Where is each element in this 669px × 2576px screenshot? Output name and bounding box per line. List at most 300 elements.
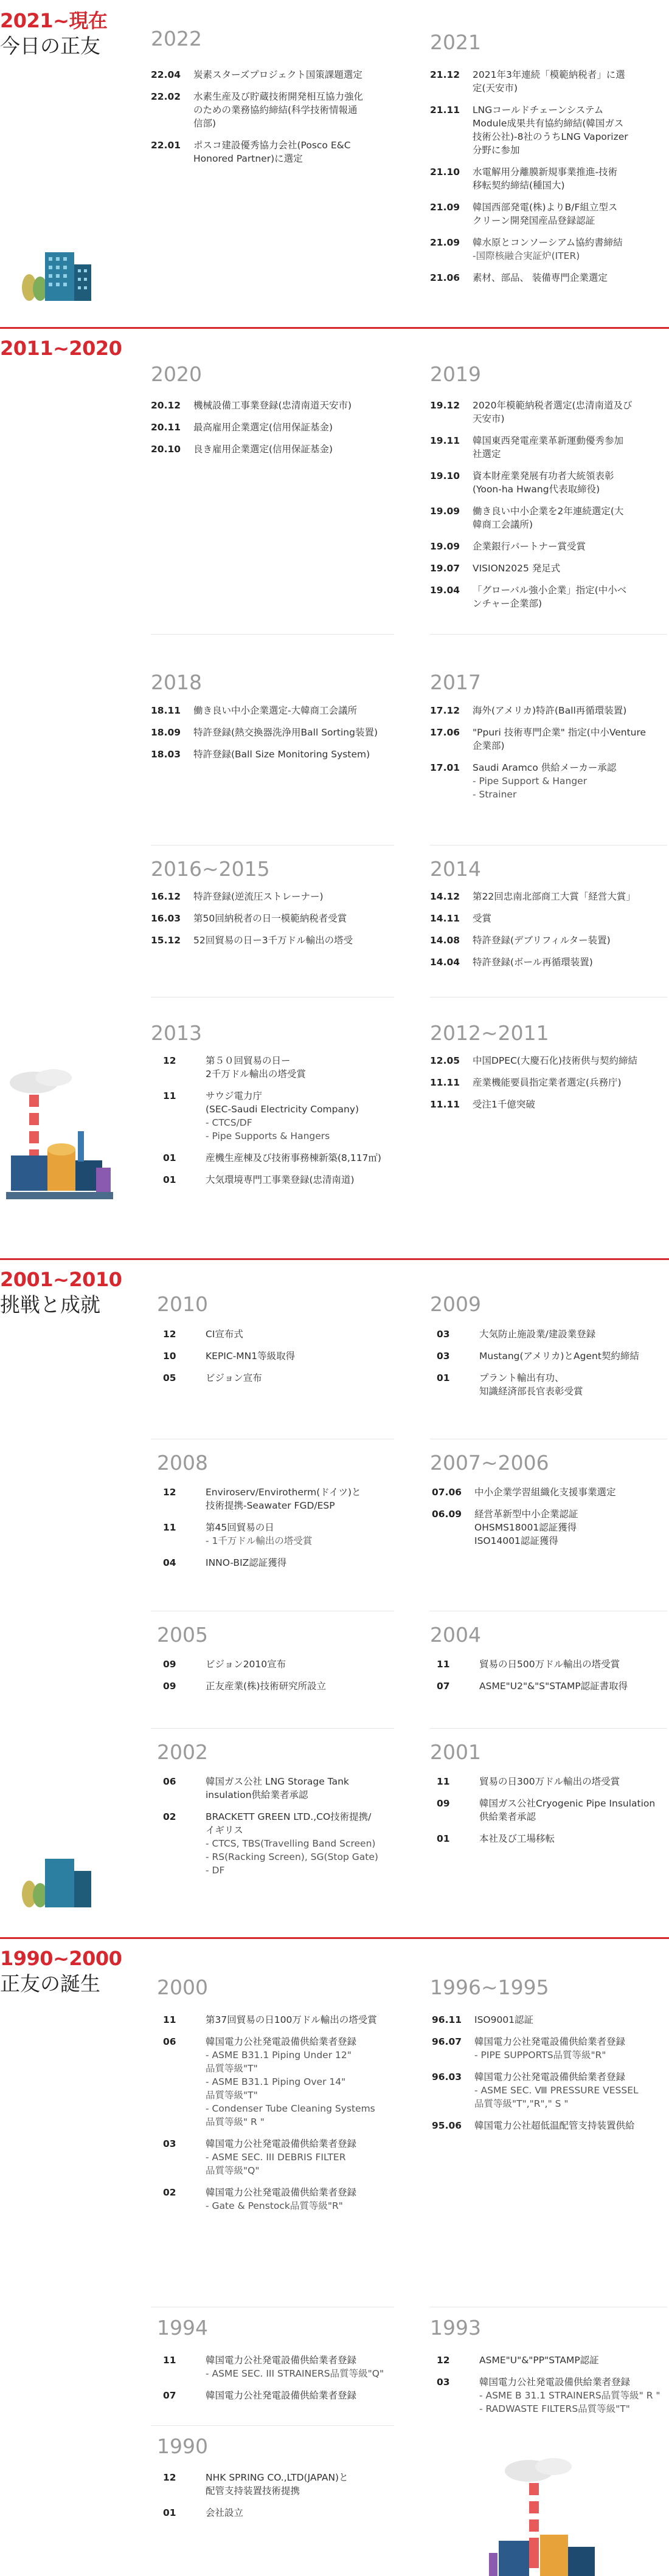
event-date: 11 [163, 2014, 176, 2025]
event-line: 企業銀行パートナー賞受賞 [473, 541, 586, 552]
history-event [430, 912, 669, 925]
history-event [163, 2137, 406, 2177]
event-line: 大気防止施設業/建設業登録 [479, 1329, 596, 1340]
event-date: 15.12 [151, 935, 181, 946]
event-description [206, 2137, 406, 2177]
event-date: 03 [437, 1351, 450, 1362]
event-date: 03 [437, 2377, 450, 2388]
era-header [0, 1946, 122, 1997]
history-event [163, 1486, 406, 1512]
year-events-2019 [430, 399, 669, 619]
event-line: - ASME B 31.1 STRAINERS品質等級" R " [479, 2390, 660, 2401]
year-heading-2002: 2002 [157, 1740, 208, 1764]
event-line: プラント輸出有功、 [479, 1372, 564, 1383]
event-description [473, 584, 669, 610]
event-line: 炭素スターズプロジェクト国策課題選定 [193, 69, 362, 80]
event-description [473, 934, 669, 947]
event-line: - Pipe Supports & Hangers [206, 1131, 330, 1142]
event-line: - DF [206, 1865, 225, 1876]
event-description [206, 1371, 406, 1385]
event-description [193, 704, 406, 717]
event-description [206, 1679, 406, 1693]
year-heading-2012: 2012~2011 [430, 1021, 549, 1045]
era-header [0, 336, 122, 360]
event-line: ポスコ建設優秀協力会社(Posco E&C [193, 140, 351, 151]
event-line: CI宣布式 [206, 1329, 243, 1340]
event-line: 第５０回貿易の日ー [206, 1055, 291, 1066]
history-event [163, 2389, 406, 2402]
event-line: 働き良い中小企業を2年連続選定(大 [473, 506, 624, 517]
event-date: 04 [163, 1557, 176, 1568]
event-line: ビジョン2010宣布 [206, 1659, 286, 1670]
event-line: - ASME B31.1 Piping Over 14" [206, 2076, 346, 2087]
history-event [163, 2013, 406, 2027]
history-event [151, 704, 406, 717]
event-date: 19.10 [430, 470, 460, 481]
event-date: 11.11 [430, 1099, 460, 1110]
event-description [193, 139, 406, 165]
history-event [163, 2506, 406, 2519]
era-range: 2011~2020 [0, 337, 122, 360]
event-date: 11.11 [430, 1077, 460, 1088]
event-line: 資本財産業発展有功者大統領表彰 [473, 470, 614, 481]
era-subtitle: 正友の誕生 [0, 1972, 100, 1996]
event-date: 21.09 [430, 202, 460, 213]
event-date: 14.12 [430, 891, 460, 902]
event-date: 11 [163, 1522, 176, 1533]
event-date: 12 [163, 2472, 176, 2483]
event-date: 14.11 [430, 913, 460, 924]
event-line: 特許登録(熱交換器洗浄用Ball Sorting装置) [193, 727, 378, 738]
building-illustration [18, 240, 97, 301]
event-line: 良き雇用企業選定(信用保証基金) [193, 444, 333, 455]
event-description [206, 1151, 406, 1165]
event-description [206, 1658, 406, 1671]
year-heading-2021: 2021 [430, 30, 481, 54]
event-description [473, 201, 669, 227]
history-event [163, 1151, 406, 1165]
year-heading-2005: 2005 [157, 1623, 208, 1647]
history-event [151, 421, 406, 434]
event-description [206, 1486, 406, 1512]
event-description [193, 726, 406, 739]
event-date: 02 [163, 1811, 176, 1822]
history-event [430, 68, 669, 95]
event-description [193, 399, 406, 412]
event-line: 韓国電力公社発電設備供給業者登録 [206, 2138, 357, 2149]
event-line: (Yoon-ha Hwang代表取締役) [473, 484, 600, 495]
history-event [163, 1371, 406, 1385]
event-description [473, 912, 669, 925]
event-date: 21.06 [430, 272, 460, 283]
year-heading-2017: 2017 [430, 670, 481, 694]
event-line: Mustang(アメリカ)とAgent契約締結 [479, 1351, 639, 1362]
year-heading-2022: 2022 [151, 27, 202, 50]
event-line: - ASME B31.1 Piping Under 12" [206, 2050, 352, 2061]
event-line: -国際核融合実証炉(ITER) [473, 250, 580, 261]
event-line: - ASME SEC. III DEBRIS FILTER [206, 2152, 346, 2163]
history-event [430, 584, 669, 610]
event-description [193, 748, 406, 761]
event-description [473, 469, 669, 496]
event-date: 01 [437, 1372, 450, 1383]
year-heading-2010: 2010 [157, 1292, 208, 1316]
event-line: 機械設備工事業登録(忠清南道天安市) [193, 400, 352, 411]
event-description [473, 1098, 669, 1111]
event-line: 働き良い中小企業選定-大韓商工会議所 [193, 705, 358, 716]
history-event [163, 1810, 406, 1877]
event-line: 韓国電力公社発電設備供給業者登録 [206, 2187, 357, 2198]
event-description [193, 443, 406, 456]
event-description [206, 1054, 406, 1081]
event-line: 特許登録(逆流圧ストレーナー) [193, 891, 324, 902]
event-line: 配管支持装置技術提携 [206, 2485, 300, 2496]
history-event [163, 1556, 406, 1569]
history-event [151, 890, 406, 903]
history-event [163, 2035, 406, 2129]
event-date: 19.04 [430, 585, 460, 596]
event-line: 品質等級"T","R"," S " [474, 2098, 569, 2109]
event-date: 18.03 [151, 749, 181, 760]
event-description [206, 2186, 406, 2213]
event-line: "Ppuri 技術専門企業" 指定(中小Venture [473, 727, 646, 738]
year-events-2020 [151, 399, 406, 464]
history-event [163, 1775, 406, 1802]
year-heading-2013: 2013 [151, 1021, 202, 1045]
year-events-2000 [163, 2013, 406, 2221]
history-event [430, 201, 669, 227]
history-event [437, 1371, 668, 1398]
history-event [437, 1832, 668, 1845]
event-date: 11 [163, 1090, 176, 1101]
year-events-2016 [151, 890, 406, 956]
event-description [193, 912, 406, 925]
event-line: 中国DPEC(大慶石化)技術供与契約締結 [473, 1055, 637, 1066]
event-line: 素材、部品、 装備専門企業選定 [473, 272, 608, 283]
event-line: Module成果共有協約締結(韓国ガス [473, 118, 624, 129]
history-event [430, 956, 669, 969]
event-line: 中小企業学習組織化支援事業選定 [474, 1487, 616, 1498]
event-line: 産機生産棟及び技術事務棟新築(8,117㎡) [206, 1152, 381, 1163]
year-heading-2000: 2000 [157, 1975, 208, 1999]
year-events-1996 [432, 2013, 669, 2141]
event-line: - Gate & Penstock品質等級"R" [206, 2200, 343, 2211]
history-event [437, 1328, 668, 1341]
event-line: 定(天安市) [473, 83, 518, 94]
history-event [437, 1349, 668, 1363]
year-events-2004 [437, 1658, 668, 1701]
event-description [473, 434, 669, 461]
event-date: 96.11 [432, 2014, 462, 2025]
year-heading-2016: 2016~2015 [151, 857, 270, 881]
event-line: 会社設立 [206, 2507, 244, 2518]
event-date: 21.12 [430, 69, 460, 80]
event-line: ASME"U"&"PP"STAMP認証 [479, 2355, 599, 2366]
history-event [430, 890, 669, 903]
event-line: 最高雇用企業選定(信用保証基金) [193, 422, 333, 433]
year-events-1994 [163, 2354, 406, 2411]
event-line: 品質等級"T" [206, 2090, 258, 2101]
history-event [163, 2471, 406, 2498]
history-event [437, 1658, 668, 1671]
event-date: 01 [163, 1174, 176, 1185]
event-date: 05 [163, 1372, 176, 1383]
event-date: 16.03 [151, 913, 181, 924]
event-date: 01 [163, 2507, 176, 2518]
event-line: 韓国電力公社発電設備供給業者登録 [206, 2036, 357, 2047]
era-range: 2001~2010 [0, 1268, 122, 1291]
year-events-1993 [437, 2354, 668, 2424]
event-date: 19.11 [430, 435, 460, 446]
year-heading-2008: 2008 [157, 1451, 208, 1475]
event-date: 17.06 [430, 727, 460, 738]
event-description [206, 1810, 406, 1877]
event-date: 07 [163, 2390, 176, 2401]
year-events-2010 [163, 1328, 406, 1393]
event-date: 12 [163, 1487, 176, 1498]
event-line: のための業務協約締結(科学技術情報通 [193, 105, 358, 115]
history-event [432, 2035, 669, 2062]
event-description [206, 1556, 406, 1569]
year-events-2018 [151, 704, 406, 770]
history-event [430, 726, 669, 752]
event-line: 2021年3年連続「模範納税者」に選 [473, 69, 625, 80]
history-event [430, 505, 669, 531]
year-heading-2014: 2014 [430, 857, 481, 881]
event-date: 14.08 [430, 935, 460, 946]
event-line: ASME"U2"&"S"STAMP認証書取得 [479, 1681, 628, 1692]
event-date: 02 [163, 2187, 176, 2198]
event-line: ビジョン宣布 [206, 1372, 262, 1383]
event-description [473, 271, 669, 284]
event-line: 特許登録(デブリフィルター装置) [473, 935, 611, 946]
event-line: 韓国東西発電産業革新運動優秀参加 [473, 435, 624, 446]
year-heading-2020: 2020 [151, 362, 202, 386]
year-heading-2019: 2019 [430, 362, 481, 386]
event-description [193, 890, 406, 903]
history-event [151, 90, 406, 130]
event-line: - RADWASTE FILTERS品質等級"T" [479, 2403, 630, 2414]
event-date: 01 [163, 1152, 176, 1163]
event-description [206, 1521, 406, 1548]
event-description [193, 68, 406, 81]
history-event [437, 1775, 668, 1788]
history-event [163, 1328, 406, 1341]
event-description [206, 1328, 406, 1341]
event-line: Honored Partner)に選定 [193, 153, 303, 164]
event-date: 18.09 [151, 727, 181, 738]
event-line: 大気環境専門工事業登録(忠清南道) [206, 1174, 355, 1185]
event-line: - RS(Racking Screen), SG(Stop Gate) [206, 1851, 378, 1862]
event-date: 14.04 [430, 957, 460, 968]
event-description [473, 1054, 669, 1067]
event-line: 貿易の日500万ドル輸出の塔受賞 [479, 1659, 620, 1670]
history-event [430, 399, 669, 425]
event-line: LNGコールドチェーンシステム [473, 105, 604, 115]
building-illustration [18, 1847, 97, 1907]
era-header [0, 1267, 122, 1318]
year-events-2002 [163, 1775, 406, 1886]
history-event [430, 1054, 669, 1067]
year-events-2021 [430, 68, 669, 293]
event-line: サウジ電力庁 [206, 1090, 263, 1101]
event-line: 韓国ガス公社Cryogenic Pipe Insulation [479, 1798, 656, 1809]
event-line: 韓国ガス公社 LNG Storage Tank [206, 1776, 349, 1787]
event-line: 韓商工会議所) [473, 519, 533, 530]
event-date: 19.07 [430, 563, 460, 574]
event-description [479, 1797, 668, 1824]
history-event [437, 1679, 668, 1693]
history-event [432, 1507, 669, 1548]
event-date: 20.12 [151, 400, 181, 411]
history-event [430, 1098, 669, 1111]
event-date: 11 [437, 1659, 450, 1670]
event-date: 22.04 [151, 69, 181, 80]
event-description [206, 2389, 406, 2402]
history-event [430, 540, 669, 553]
event-description [473, 540, 669, 553]
history-event [163, 1173, 406, 1186]
history-event [432, 2119, 669, 2132]
event-line: - Pipe Support & Hanger [473, 776, 588, 787]
event-description [474, 2035, 669, 2062]
event-description [473, 103, 669, 157]
history-event [430, 236, 669, 263]
event-line: 韓水原とコンソーシアム協約書締結 [473, 237, 623, 248]
event-description [206, 2035, 406, 2129]
event-description [474, 2013, 669, 2027]
event-line: 韓国電力公社発電設備供給業者登録 [474, 2036, 626, 2047]
event-date: 07.06 [432, 1487, 462, 1498]
event-date: 19.09 [430, 541, 460, 552]
event-line: 品質等級" R " [206, 2116, 265, 2127]
event-description [479, 1658, 668, 1671]
event-description [474, 1507, 669, 1548]
era-header [0, 9, 107, 60]
event-date: 17.12 [430, 705, 460, 716]
event-description [193, 421, 406, 434]
event-line: 水素生産及び貯蔵技術開発相互協力強化 [193, 91, 364, 102]
event-line: 第50回納税者の日一模範納税者受賞 [193, 913, 347, 924]
history-event [432, 2070, 669, 2110]
event-description [479, 1679, 668, 1693]
event-line: 第45回貿易の日 [206, 1522, 274, 1533]
event-description [473, 236, 669, 263]
event-line: VISION2025 発足式 [473, 563, 561, 574]
history-event [437, 2354, 668, 2367]
event-description [473, 68, 669, 95]
event-description [473, 704, 669, 717]
event-line: 受注1千億突破 [473, 1099, 535, 1110]
event-date: 07 [437, 1681, 450, 1692]
history-event [437, 1797, 668, 1824]
divider [430, 634, 667, 635]
year-events-2014 [430, 890, 669, 977]
event-line: - ASME SEC. Ⅷ PRESSURE VESSEL [474, 2085, 639, 2096]
event-line: (SEC-Saudi Electricity Company) [206, 1104, 359, 1115]
event-description [473, 761, 669, 801]
event-description [479, 1349, 668, 1363]
year-events-2012 [430, 1054, 669, 1120]
event-line: BRACKETT GREEN LTD.,CO技術提携/ [206, 1811, 372, 1822]
event-description [206, 1089, 406, 1143]
year-heading-2018: 2018 [151, 670, 202, 694]
event-line: 特許登録(ボール再循環装置) [473, 957, 593, 968]
event-line: 韓国電力公社発電設備供給業者登録 [479, 2377, 631, 2388]
history-event [151, 726, 406, 739]
event-line: 技術提携-Seawater FGD/ESP [206, 1500, 335, 1511]
history-event [430, 704, 669, 717]
divider [151, 1728, 394, 1729]
event-line: イギリス [206, 1825, 243, 1836]
history-event [430, 562, 669, 575]
history-event [151, 68, 406, 81]
event-line: INNO-BIZ認証獲得 [206, 1557, 287, 1568]
event-description [473, 505, 669, 531]
event-line: 本社及び工場移転 [479, 1833, 555, 1844]
year-heading-2009: 2009 [430, 1292, 481, 1316]
event-date: 01 [437, 1833, 450, 1844]
history-event [151, 912, 406, 925]
year-events-2008 [163, 1486, 406, 1578]
event-line: 貿易の日300万ドル輸出の塔受賞 [479, 1776, 620, 1787]
event-line: 韓国電力公社発電設備供給業者登録 [206, 2355, 357, 2366]
history-event [430, 165, 669, 192]
event-description [206, 2354, 406, 2380]
event-date: 96.03 [432, 2071, 462, 2082]
history-event [163, 1679, 406, 1693]
event-line: 韓国電力公社超低温配管支持装置供給 [474, 2120, 635, 2131]
event-line: 知識経済部長官表彰受賞 [479, 1386, 583, 1397]
event-date: 03 [163, 2138, 176, 2149]
era-subtitle: 今日の正友 [0, 34, 100, 58]
era-range: 2021~現在 [0, 9, 108, 32]
event-description [473, 956, 669, 969]
event-description [473, 562, 669, 575]
event-date: 19.09 [430, 506, 460, 517]
event-line: - 1千万ドル輸出の塔受賞 [206, 1535, 313, 1546]
history-event [430, 434, 669, 461]
event-line: 経営革新型中小企業認証 [474, 1509, 578, 1520]
history-event [163, 2354, 406, 2380]
event-date: 12 [163, 1329, 176, 1340]
event-date: 06 [163, 1776, 176, 1787]
event-line: - ASME SEC. III STRAINERS品質等級"Q" [206, 2368, 384, 2379]
history-event [151, 399, 406, 412]
event-date: 06 [163, 2036, 176, 2047]
history-event [163, 2186, 406, 2213]
event-line: 特許登録(Ball Size Monitoring System) [193, 749, 370, 760]
event-line: 「グローバル強小企業」指定(中小ベ [473, 585, 627, 596]
event-line: OHSMS18001認証獲得 [474, 1522, 577, 1533]
history-event [430, 934, 669, 947]
event-line: 産業機能要員指定業者選定(兵務庁) [473, 1077, 622, 1088]
event-description [473, 1076, 669, 1089]
event-description [479, 1775, 668, 1788]
era-subtitle: 挑戦と成就 [0, 1293, 100, 1317]
event-line: ISO9001認証 [474, 2014, 534, 2025]
event-date: 12 [437, 2355, 450, 2366]
event-line: 品質等級"T" [206, 2063, 258, 2074]
event-line: NHK SPRING CO.,LTD(JAPAN)と [206, 2472, 348, 2483]
event-description [473, 890, 669, 903]
event-line: 韓国西部発電(株)よりB/F組立型ス [473, 202, 618, 213]
event-description [206, 2506, 406, 2519]
event-line: insulation供給業者承認 [206, 1789, 308, 1800]
event-date: 21.09 [430, 237, 460, 248]
event-description [474, 2119, 669, 2132]
divider [430, 1728, 667, 1729]
